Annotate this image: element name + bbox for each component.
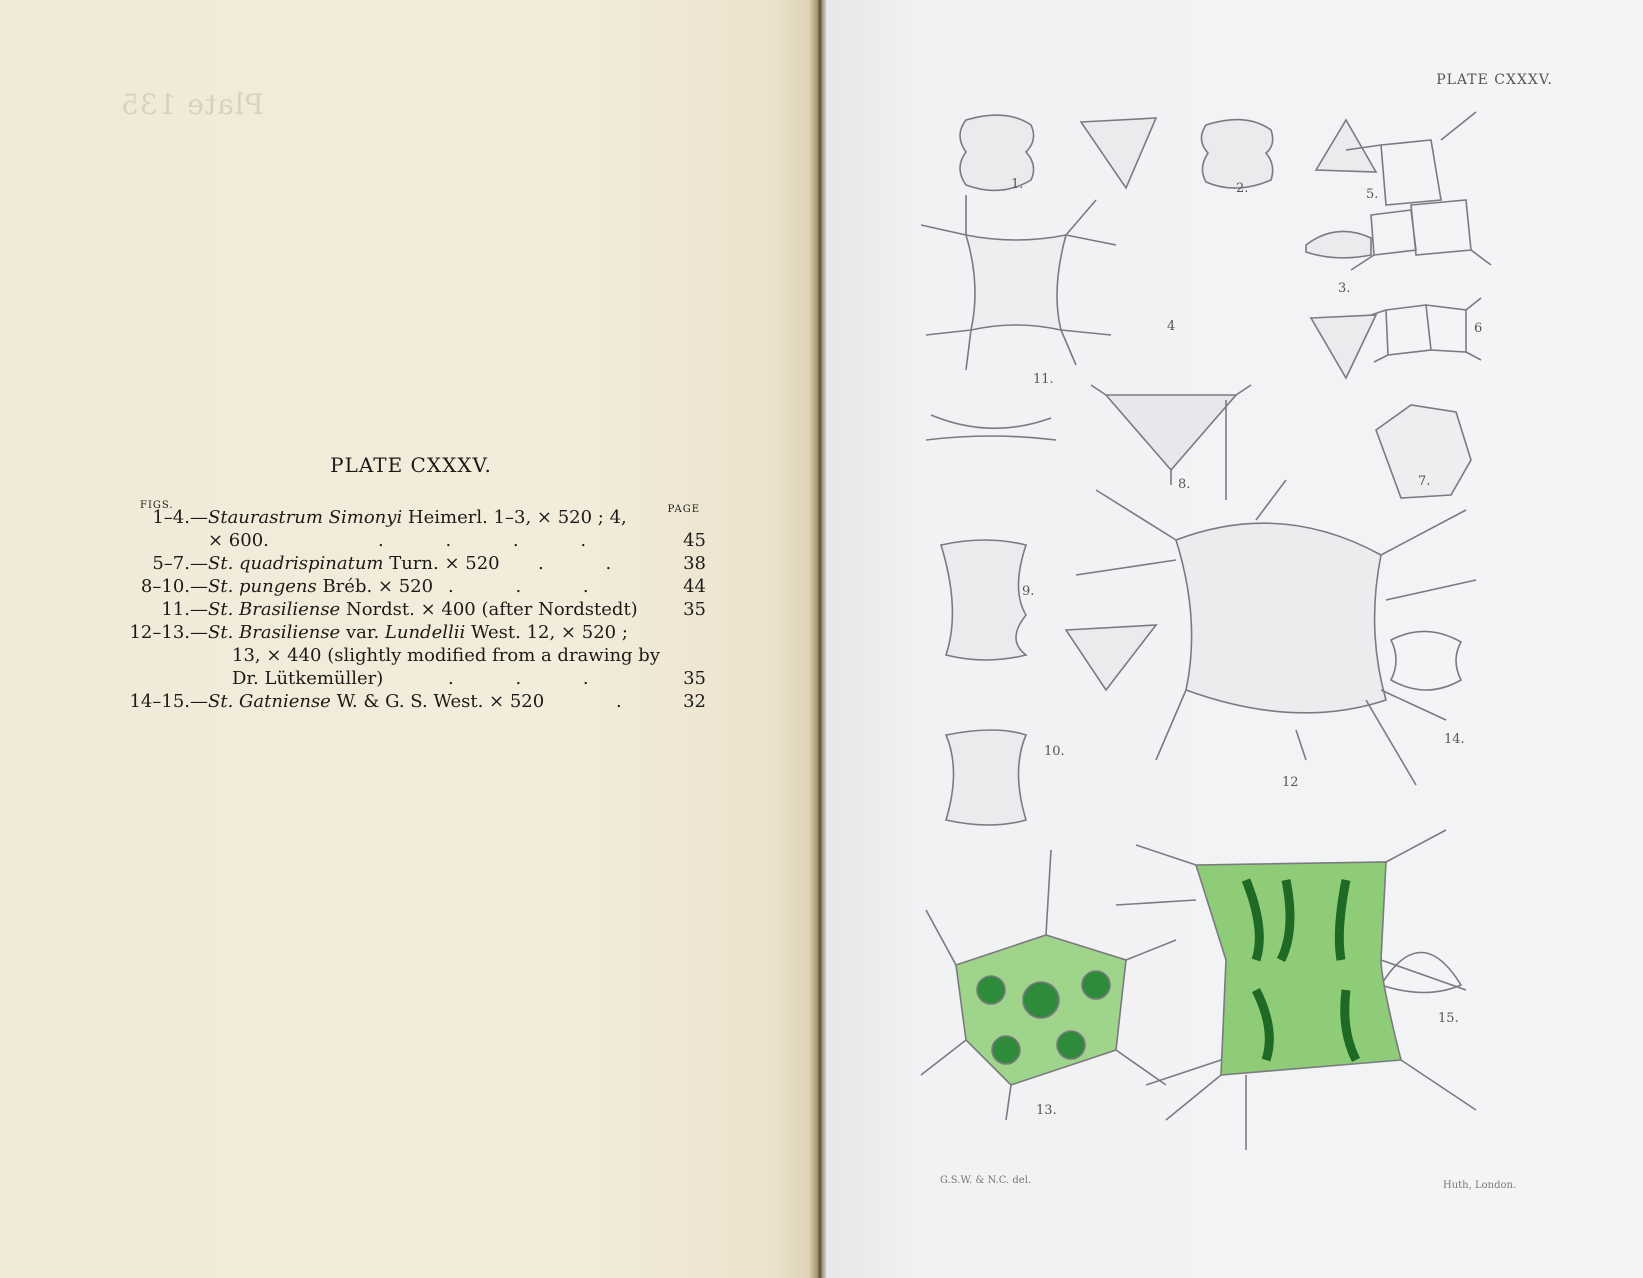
artist-credit: G.S.W. & N.C. del. <box>940 1175 1032 1186</box>
entry-text: W. & G. S. West. × 520 <box>330 691 545 712</box>
figure-9-drawing <box>941 540 1026 660</box>
entry-page: 35 <box>683 599 706 620</box>
entry-taxon: Staurastrum Simonyi <box>208 507 403 528</box>
figure-label-13: 13. <box>1036 1103 1057 1118</box>
figure-label-11: 11. <box>1033 372 1054 387</box>
entry-taxon: St. quadrispinatum <box>208 553 384 574</box>
figure-label-3: 3. <box>1338 281 1351 296</box>
entry-number: 8–10.— <box>140 576 208 597</box>
figure-6-drawing <box>1371 298 1481 362</box>
figure-11-drawing <box>921 195 1116 440</box>
leader-dots: . . . <box>448 668 617 689</box>
legend-entry <box>128 598 708 621</box>
figure-13-drawing <box>921 850 1176 1120</box>
legend-entry <box>128 552 708 575</box>
figure-label-8: 8. <box>1178 477 1191 492</box>
entry-number: 5–7.— <box>152 553 208 574</box>
entry-page: 32 <box>683 691 706 712</box>
figure-label-15: 15. <box>1438 1011 1459 1026</box>
legend-entry <box>128 575 708 598</box>
figure-label-12: 12 <box>1282 775 1299 790</box>
figure-label-1: 1. <box>1011 177 1024 192</box>
printer-credit: Huth, London. <box>1443 1180 1517 1191</box>
entry-text: Bréb. × 520 <box>316 576 434 597</box>
figure-label-2: 2. <box>1236 181 1249 196</box>
entry-taxon: St. pungens <box>208 576 317 597</box>
plate-header: PLATE CXXXV. <box>1436 72 1553 88</box>
entry-page: 35 <box>683 668 706 689</box>
figure-3-drawing <box>1306 231 1376 378</box>
entry-taxon-variety: Lundellii <box>384 622 466 643</box>
entry-continuation-2: Dr. Lütkemüller) <box>232 668 384 689</box>
entry-text: Nordst. × 400 (after Nordstedt) <box>340 599 638 620</box>
figs-label: FIGS. <box>140 500 174 511</box>
entry-taxon: St. Brasiliense <box>208 622 341 643</box>
figure-legend <box>128 494 708 713</box>
figure-15-drawing <box>1381 953 1461 993</box>
figure-14-drawing <box>1391 631 1461 690</box>
entry-number: 14–15.— <box>129 691 208 712</box>
figure-label-6: 6 <box>1474 321 1483 336</box>
entry-text-mid: var. <box>340 622 385 643</box>
entry-number: 11.— <box>161 599 208 620</box>
legend-entry <box>128 690 708 713</box>
entry-number: 1–4.— <box>152 507 208 528</box>
entry-page: 44 <box>683 576 706 597</box>
leader-dots: . <box>616 691 650 712</box>
legend-entry <box>128 621 708 644</box>
plate-title: PLATE CXXXV. <box>330 453 492 477</box>
legend-entry-continuation <box>128 667 708 690</box>
entry-taxon: St. Gatniense <box>208 691 331 712</box>
legend-entry <box>128 506 708 529</box>
figure-label-10: 10. <box>1044 744 1065 759</box>
entry-page: 45 <box>683 530 706 551</box>
leader-dots: . . <box>538 553 640 574</box>
leader-dots: . . . <box>448 576 617 597</box>
entry-text: West. 12, × 520 ; <box>465 622 628 643</box>
figure-2-drawing <box>1201 120 1376 188</box>
entry-taxon: St. Brasiliense <box>208 599 341 620</box>
page-label: PAGE <box>667 504 700 515</box>
figure-label-4: 4 <box>1167 319 1176 334</box>
legend-entry-continuation <box>128 529 708 552</box>
botanical-illustration-plate <box>826 0 1643 1278</box>
figure-label-7: 7. <box>1418 474 1431 489</box>
entry-text: Heimerl. 1–3, × 520 ; 4, <box>402 507 627 528</box>
entry-page: 38 <box>683 553 706 574</box>
figure-label-5: 5. <box>1366 187 1379 202</box>
legend-header <box>128 494 708 515</box>
figure-label-9: 9. <box>1022 584 1035 599</box>
entry-text: Turn. × 520 <box>383 553 500 574</box>
legend-entry-continuation <box>128 644 708 667</box>
figure-label-14: 14. <box>1444 732 1465 747</box>
entry-number: 12–13.— <box>129 622 208 643</box>
figure-1-drawing <box>960 115 1156 190</box>
entry-continuation: × 600. <box>208 530 269 551</box>
figure-8-drawing <box>1091 385 1251 485</box>
bleed-through-text: Plate 135 <box>120 88 264 121</box>
entry-continuation: 13, × 440 (slightly modified from a drawing by <box>232 645 660 666</box>
leader-dots: . . . . <box>378 530 615 551</box>
